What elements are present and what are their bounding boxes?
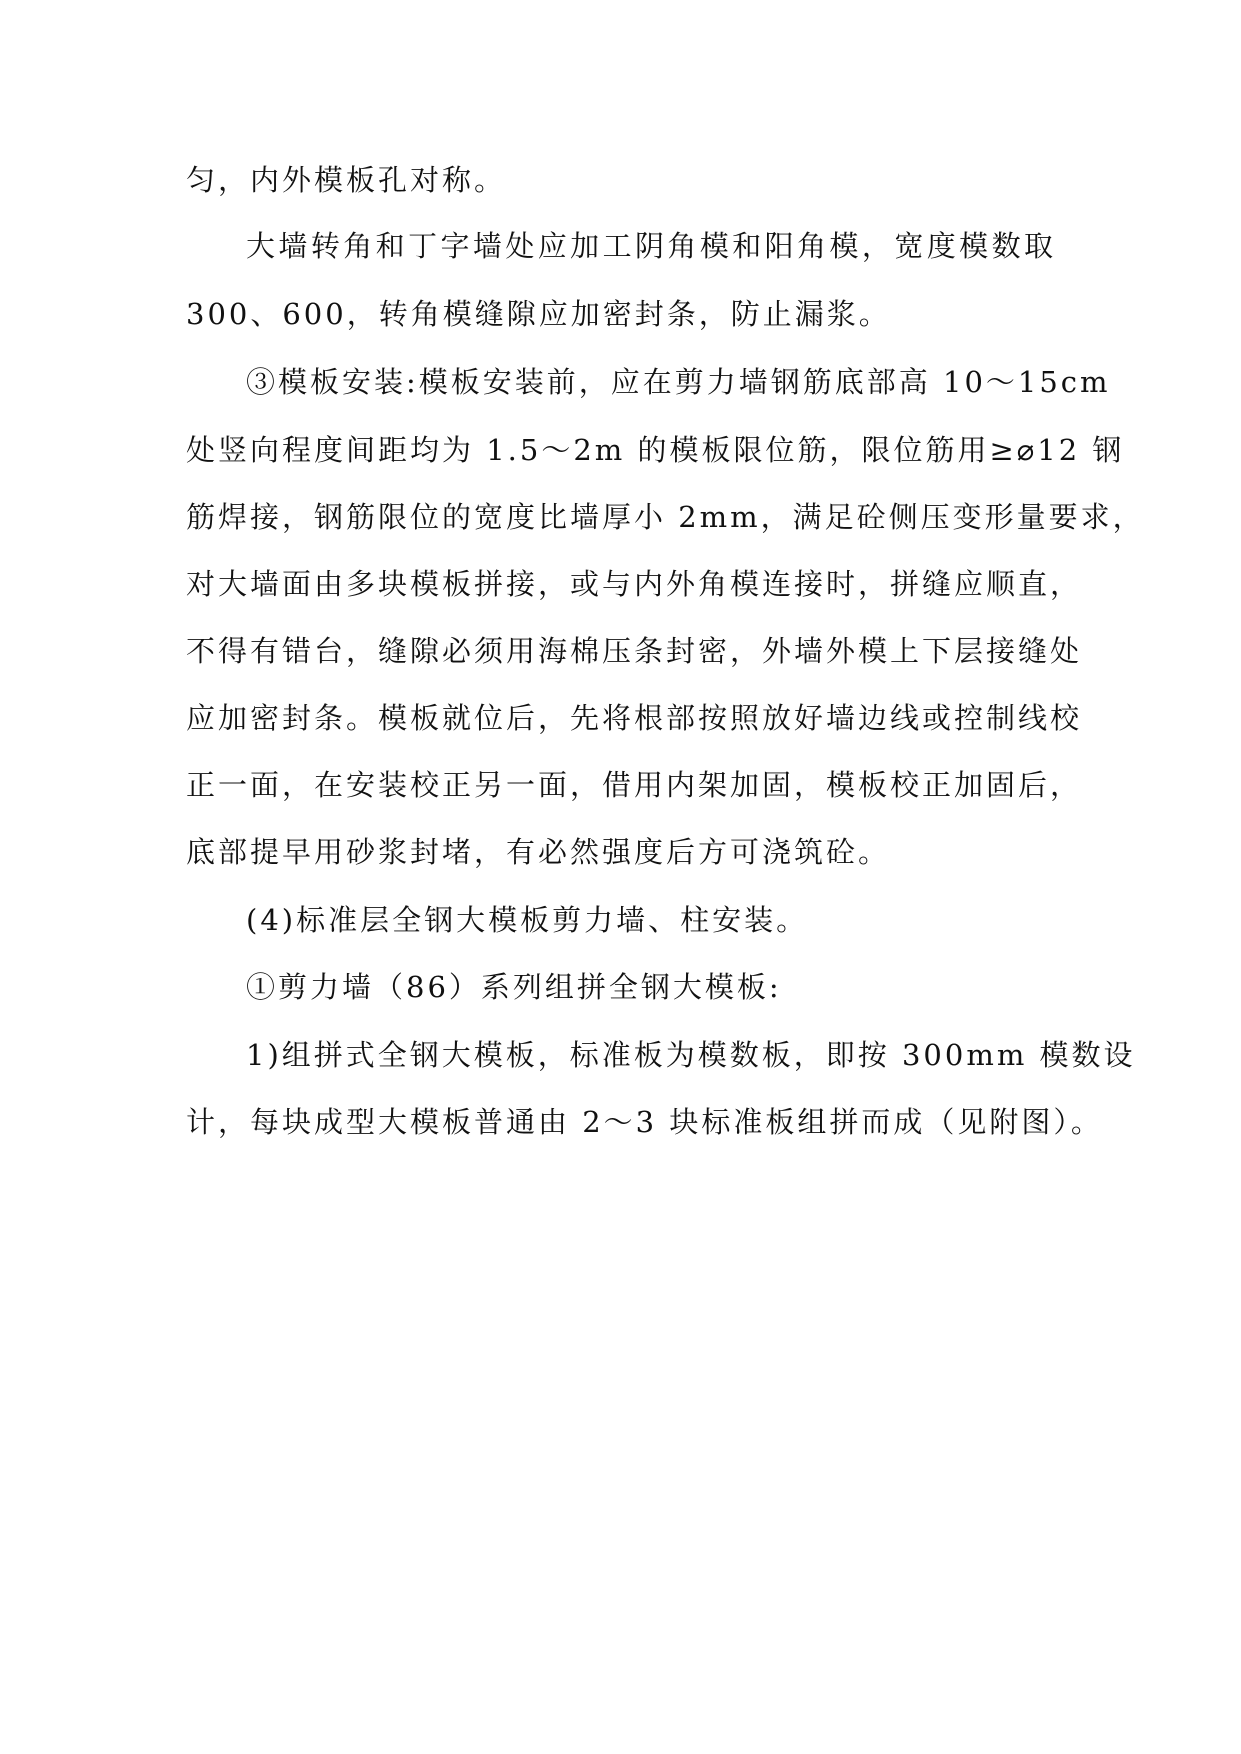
text-line-11: 底部提早用砂浆封堵，有必然强度后方可浇筑砼。 xyxy=(186,835,891,869)
text-line-9: 应加密封条。模板就位后，先将根部按照放好墙边线或控制线校 xyxy=(186,701,1083,735)
text-line-4: ③模板安装:模板安装前，应在剪力墙钢筋底部高 10～15cm xyxy=(246,365,1111,399)
text-line-10: 正一面，在安装校正另一面，借用内架加固，模板校正加固后， xyxy=(186,768,1083,802)
text-line-14: 1)组拼式全钢大模板，标准板为模数板，即按 300mm 模数设 xyxy=(246,1038,1136,1072)
text-line-6: 筋焊接，钢筋限位的宽度比墙厚小 2mm，满足砼侧压变形量要求， xyxy=(186,500,1145,534)
text-line-2: 大墙转角和丁字墙处应加工阴角模和阳角模，宽度模数取 xyxy=(246,229,1056,263)
text-line-8: 不得有错台，缝隙必须用海棉压条封密，外墙外模上下层接缝处 xyxy=(186,634,1083,668)
text-line-5: 处竖向程度间距均为 1.5～2m 的模板限位筋，限位筋用≥⌀12 钢 xyxy=(186,433,1125,467)
text-line-15: 计，每块成型大模板普通由 2～3 块标准板组拼而成（见附图）。 xyxy=(186,1105,1103,1139)
text-line-3: 300、600，转角模缝隙应加密封条，防止漏浆。 xyxy=(186,297,891,331)
text-line-12: (4)标准层全钢大模板剪力墙、柱安装。 xyxy=(246,903,809,937)
text-line-1: 匀，内外模板孔对称。 xyxy=(186,163,507,197)
text-line-7: 对大墙面由多块模板拼接，或与内外角模连接时，拼缝应顺直， xyxy=(186,567,1083,601)
text-line-13: ①剪力墙（86）系列组拼全钢大模板: xyxy=(246,970,782,1004)
